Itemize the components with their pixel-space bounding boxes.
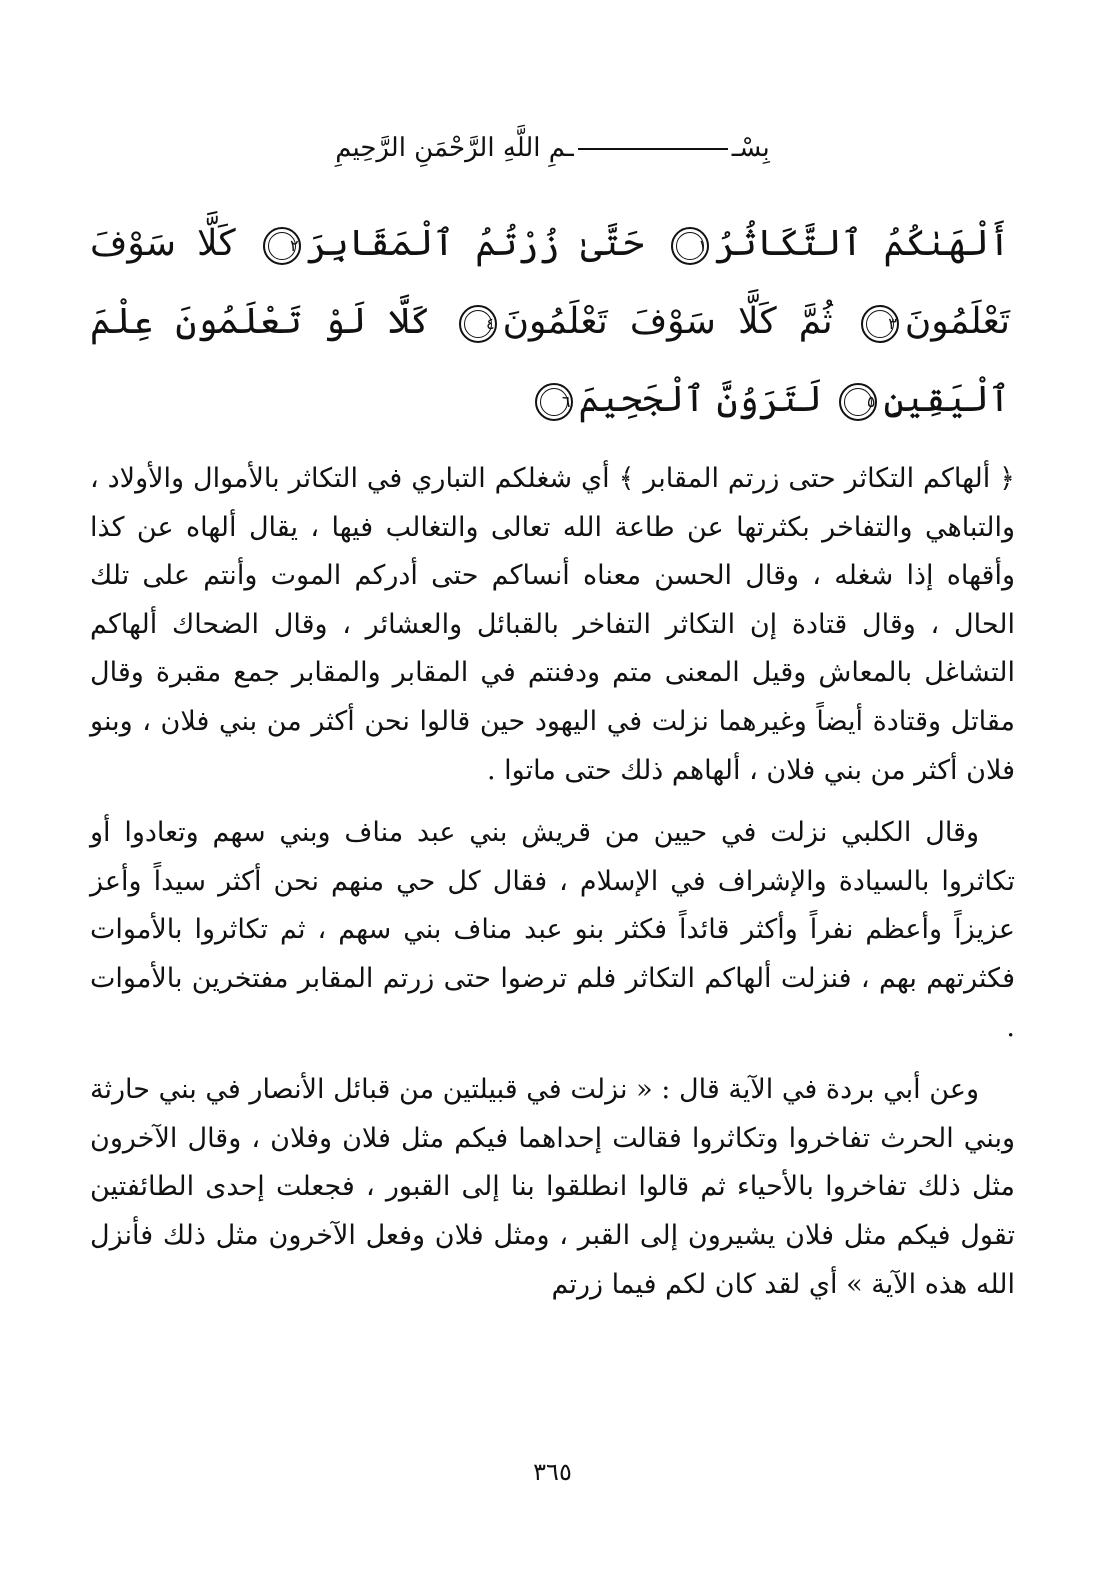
verse-text: ثُمَّ كَلَّا سَوْفَ تَعْلَمُونَ	[502, 301, 833, 342]
ayah-number-marker: ٤	[459, 305, 497, 343]
basmala-elongation-bar	[578, 148, 728, 150]
commentary-paragraph-1: ﴿ ألهاكم التكاثر حتى زرتم المقابر ﴾ أي شغلكم التباري في التكاثر بالأموال والأولاد ، والتباهي والتفاخر بكثرتها عن طاعة الله تعالى والتغالب فيها ، يقال ألهاه عن كذا وأقهاه إذا شغله ، وقال الحسن معناه أنساكم حتى أدركم الموت وأنتم على تلك الحال ، وقال قتادة إن التكاثر التفاخر بالقبائل والعشائر ، وقال الضحاك ألهاكم التشاغل بالمعاش وقيل المعنى متم ودفنتم في المقابر والمقابر جمع مقبرة وقال مقاتل وقتادة أيضاً وغيرهما نزلت في اليهود حين قالوا نحن أكثر من بني فلان ، وبنو فلان أكثر من بني فلان ، ألهاهم ذلك حتى ماتوا .	[90, 463, 1015, 786]
page-number: ٣٦٥	[533, 1458, 572, 1486]
ayah-number-marker: ٢	[263, 227, 301, 265]
basmala-start: بِسْـ	[731, 133, 770, 163]
verse-text: كَلَّا لَوْ تَعْلَمُونَ عِلْمَ ٱلْيَقِينِ	[90, 301, 1010, 420]
basmala-header	[0, 133, 1105, 163]
verse-text: لَتَرَوُنَّ ٱلْجَحِيمَ	[578, 379, 822, 420]
verse-text: أَلْهَىٰكُمُ ٱلتَّكَاثُرُ	[714, 223, 1011, 264]
commentary-paragraph-2: وقال الكلبي نزلت في حيين من قريش بني عبد مناف وبني سهم وتعادوا أو تكاثروا بالسيادة والإشراف في الإسلام ، فقال كل حي منهم نحن أكثر سيداً وأعز عزيزاً وأعظم نفراً وأكثر قائداً فكثر بنو عبد مناف بني سهم ، ثم تكاثروا بالأموات فكثرتهم بهم ، فنزلت ألهاكم التكاثر فلم ترضوا حتى زرتم المقابر مفتخرين بالأموات .	[90, 817, 1015, 1043]
ayah-number-marker: ٦	[535, 383, 573, 421]
commentary-paragraph-3: وعن أبي بردة في الآية قال : « نزلت في قبيلتين من قبائل الأنصار في بني حارثة وبني الحرث تفاخروا وتكاثروا فقالت إحداهما فيكم مثل فلان وفلان ، وقال الآخرون مثل ذلك تفاخروا بالأحياء ثم قالوا انطلقوا بنا إلى القبور ، فجعلت إحدى الطائفتين تقول فيكم مثل فلان يشيرون إلى القبر ، ومثل فلان وفعل الآخرون مثل ذلك فأنزل الله هذه الآية » أي لقد كان لكم فيما زرتم	[90, 1074, 1015, 1300]
verse-text: حَتَّىٰ زُرْتُمُ ٱلْمَقَابِرَ	[306, 223, 644, 264]
verse-text: كَلَّا سَوْفَ تَعْلَمُونَ	[90, 223, 1010, 342]
quran-verses	[90, 205, 1010, 439]
tafsir-commentary	[90, 455, 1015, 1323]
ayah-number-marker: ٣	[861, 305, 899, 343]
ayah-number-marker: ١	[671, 227, 709, 265]
basmala-end: ـمِ اللَّهِ الرَّحْمَنِ الرَّحِيمِ	[335, 133, 574, 163]
ayah-number-marker: ٥	[839, 383, 877, 421]
